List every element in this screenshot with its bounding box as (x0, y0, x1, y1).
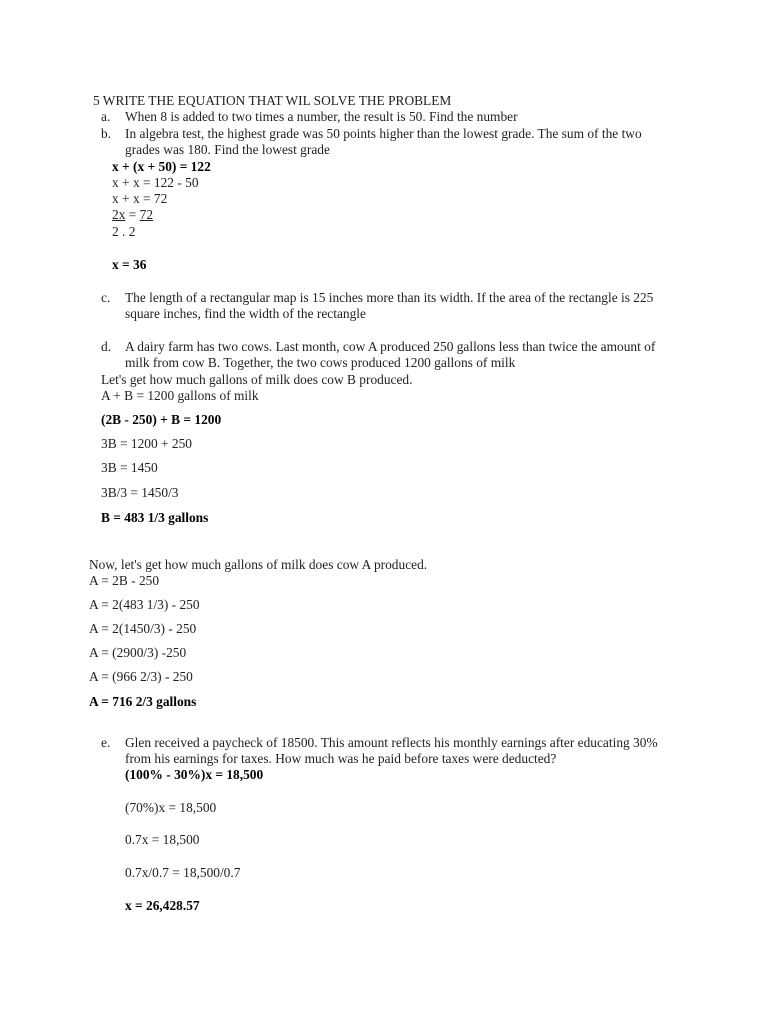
item-b-step-4-left: 2x (112, 207, 126, 222)
item-a-text: When 8 is added to two times a number, the result is 50. Find the number (125, 109, 518, 124)
item-b-step-4-right: 72 (139, 207, 154, 222)
item-b-step-3: x + x = 72 (112, 191, 168, 206)
problem-heading: 5 WRITE THE EQUATION THAT WIL SOLVE THE PROBLEM (93, 93, 452, 108)
item-d-a-step-1: A = 2B - 250 (89, 573, 160, 588)
item-d-a-step-2: A = 2(483 1/3) - 250 (89, 597, 200, 612)
item-d-text-line1: A dairy farm has two cows. Last month, cow A produced 250 gallons less than twice the amount of (125, 339, 656, 354)
item-d-step-3: 3B = 1200 + 250 (101, 436, 192, 451)
item-e-step-4: 0.7x/0.7 = 18,500/0.7 (125, 865, 241, 880)
item-d-step-4: 3B = 1450 (101, 460, 158, 475)
item-b-marker: b. (101, 126, 112, 141)
item-e-text-line1: Glen received a paycheck of 18500. This amount reflects his monthly earnings after educating 30% (125, 735, 658, 750)
item-e-step-3: 0.7x = 18,500 (125, 832, 200, 847)
item-b-step-4 (112, 207, 153, 223)
item-c-text-line1: The length of a rectangular map is 15 inches more than its width. If the area of the rectangle is 225 (125, 290, 654, 305)
item-d-intro-a: Now, let's get how much gallons of milk does cow A produced. (89, 557, 428, 572)
item-d-answer-b: B = 483 1/3 gallons (101, 510, 209, 525)
item-d-step-2: (2B - 250) + B = 1200 (101, 412, 222, 427)
item-b-text-line1: In algebra test, the highest grade was 50 points higher than the lowest grade. The sum of the two (125, 126, 642, 141)
item-e-answer: x = 26,428.57 (125, 898, 200, 913)
item-d-answer-a: A = 716 2/3 gallons (89, 694, 197, 709)
item-d-a-step-5: A = (966 2/3) - 250 (89, 669, 193, 684)
item-b-step-5: 2 . 2 (112, 224, 136, 239)
item-b-step-4-eq: = (125, 207, 140, 222)
item-b-text-line2: grades was 180. Find the lowest grade (125, 142, 330, 157)
item-d-step-1: A + B = 1200 gallons of milk (101, 388, 259, 403)
item-e-step-1: (100% - 30%)x = 18,500 (125, 767, 264, 782)
item-a-marker: a. (101, 109, 111, 124)
item-e-step-2: (70%)x = 18,500 (125, 800, 217, 815)
item-d-a-step-3: A = 2(1450/3) - 250 (89, 621, 197, 636)
item-d-intro-b: Let's get how much gallons of milk does cow B produced. (101, 372, 413, 387)
item-b-answer: x = 36 (112, 257, 147, 272)
item-d-text-line2: milk from cow B. Together, the two cows produced 1200 gallons of milk (125, 355, 516, 370)
item-b-step-1: x + (x + 50) = 122 (112, 159, 211, 174)
item-d-a-step-4: A = (2900/3) -250 (89, 645, 187, 660)
item-d-marker: d. (101, 339, 112, 354)
item-b-step-2: x + x = 122 - 50 (112, 175, 199, 190)
item-c-text-line2: square inches, find the width of the rectangle (125, 306, 366, 321)
item-e-text-line2: from his earnings for taxes. How much was he paid before taxes were deducted? (125, 751, 557, 766)
item-c-marker: c. (101, 290, 111, 305)
item-e-marker: e. (101, 735, 111, 750)
item-d-step-5: 3B/3 = 1450/3 (101, 485, 179, 500)
